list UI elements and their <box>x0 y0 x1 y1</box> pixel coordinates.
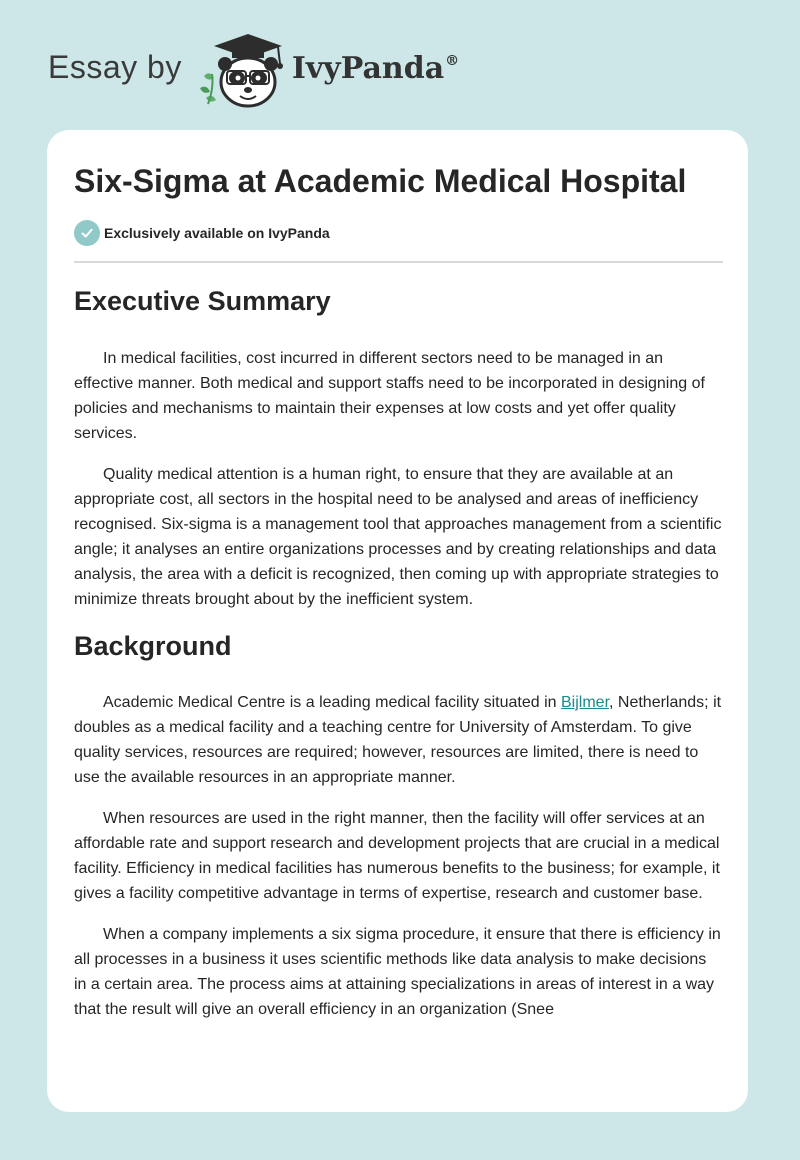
page-title: Six-Sigma at Academic Medical Hospital <box>74 163 687 199</box>
paragraph: In medical facilities, cost incurred in different sectors need to be managed in an effective manner. Both medical and support staffs need to be incorporated in designing of policies and mechanisms to maintain their expenses at low costs and yet offer quality services. <box>74 350 705 442</box>
brand-name-text: IvyPanda <box>291 50 445 86</box>
paragraph-text: , Netherlands; it doubles as a medical facility and a teaching centre for University of Amsterdam. To give quality services, resources are required; however, resources are limited, there is need to use the available resources in an appropriate manner. <box>74 694 722 786</box>
bijlmer-link[interactable]: Bijlmer <box>561 694 610 711</box>
section-heading-executive-summary: Executive Summary <box>74 286 331 316</box>
essay-content <box>74 283 723 1022</box>
site-header <box>48 30 459 110</box>
panda-logo-icon[interactable] <box>196 30 288 110</box>
paragraph: When a company implements a six sigma procedure, it ensure that there is efficiency in all processes in a business it uses scientific methods like data analysis to make decisions in a certain area. The process aims at attaining specializations in areas of interest in a way that the result will give an overall efficiency in an organization (Snee <box>74 926 721 1018</box>
paragraph: When resources are used in the right manner, then the facility will offer services at an affordable rate and support research and development projects that are crucial in a medical facility. Efficiency in medical facilities has numerous benefits to the business; for example, it gives a facility competitive advantage in terms of expertise, research and customer base. <box>74 810 720 902</box>
essay-card <box>47 130 748 1112</box>
brand-name[interactable] <box>292 51 459 86</box>
paragraph: Quality medical attention is a human right, to ensure that they are available at an appropriate cost, all sectors in the hospital need to be analysed and areas of inefficiency recognised. Six-sigma is a management tool that approaches management from a scientific angle; it analyses an entire organizations processes and by creating relationships and data analysis, the area with a deficit is recognized, then coming up with appropriate strategies to minimize threats brought about by the inefficient system. <box>74 466 722 608</box>
badge-text: Exclusively available on IvyPanda <box>104 225 330 241</box>
registered-mark: ® <box>445 52 460 69</box>
divider <box>74 261 723 263</box>
paragraph-text: Academic Medical Centre is a leading medical facility situated in <box>103 694 561 711</box>
check-icon <box>74 220 100 246</box>
exclusive-badge <box>74 220 330 246</box>
paragraph <box>74 690 723 790</box>
essay-by-label: Essay by <box>48 48 182 85</box>
section-heading-background: Background <box>74 631 232 661</box>
